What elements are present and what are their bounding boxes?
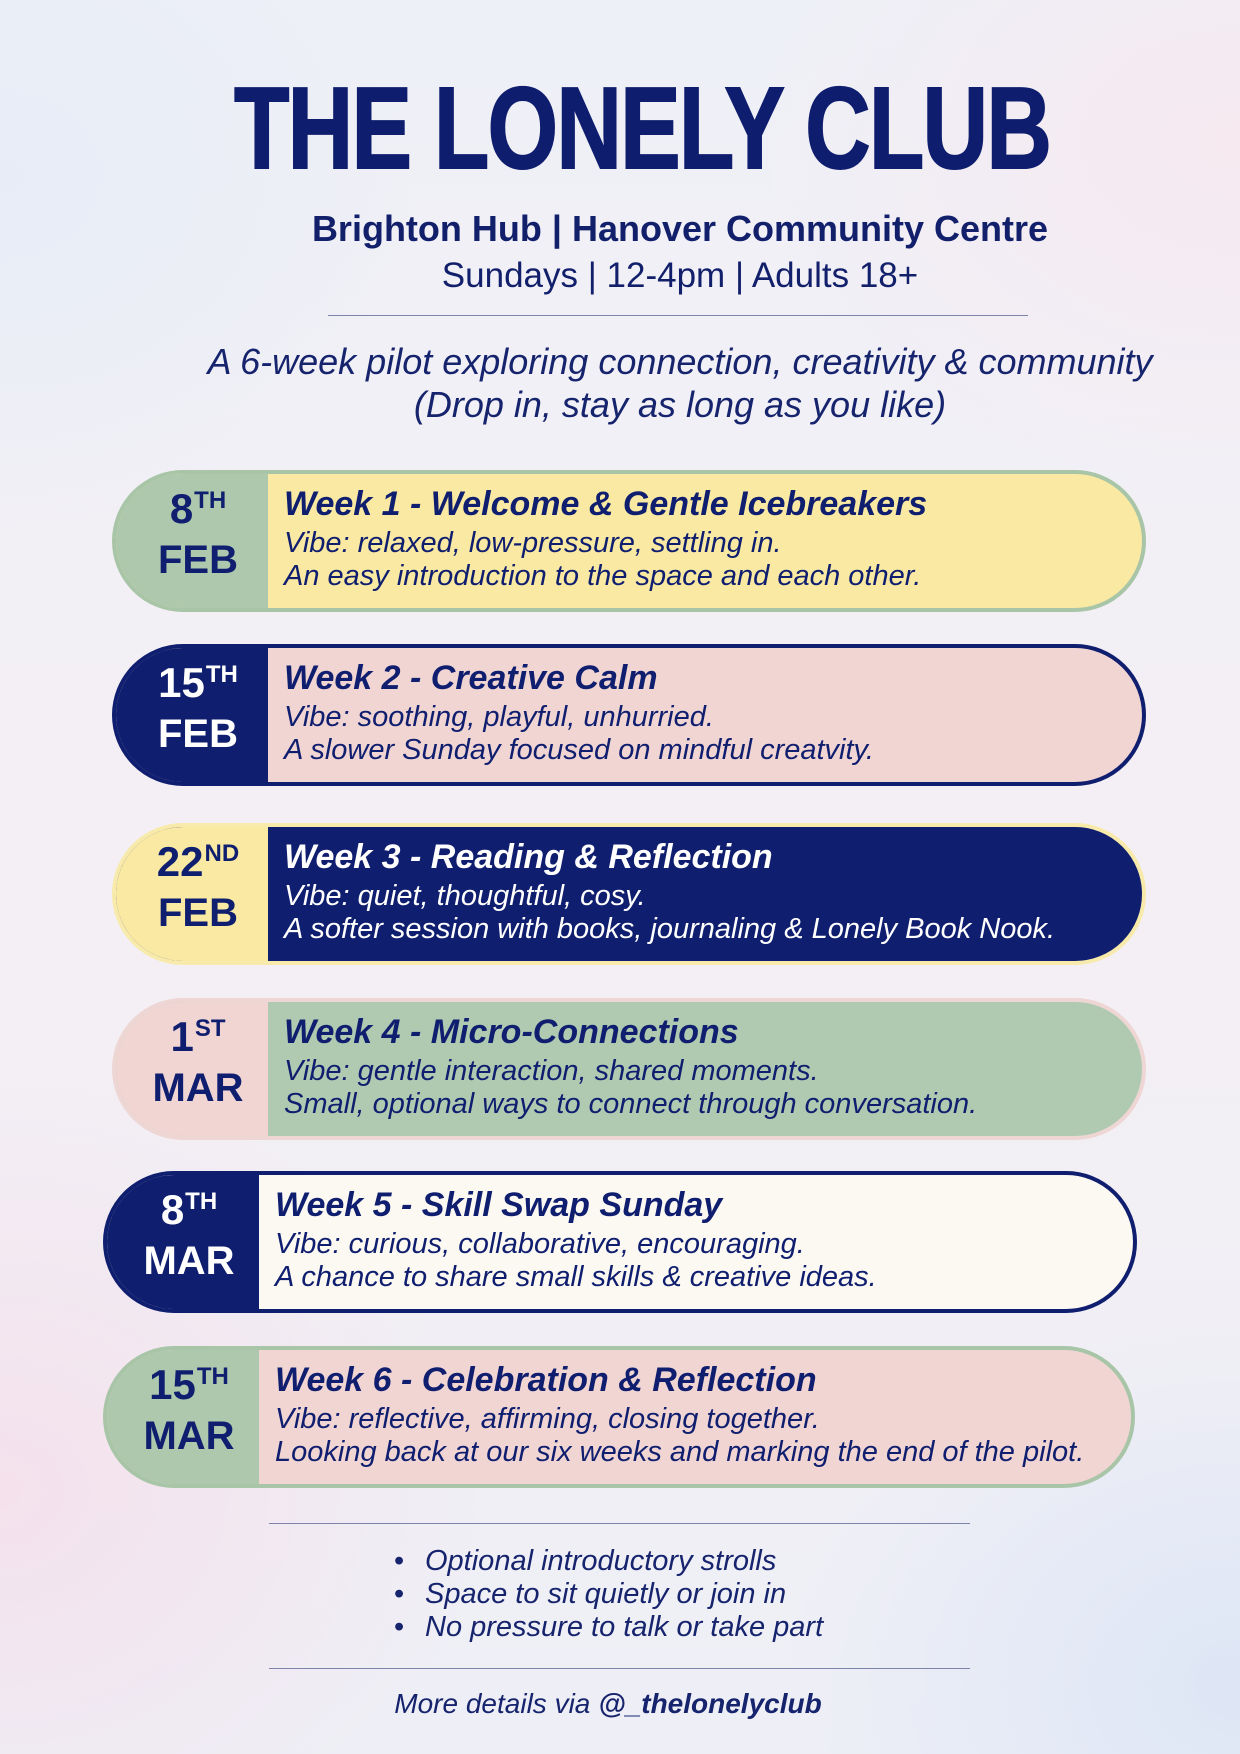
footer-text — [0, 1687, 1216, 1721]
week-vibe: Vibe: relaxed, low-pressure, settling in. — [284, 526, 782, 559]
week-title: Week 1 - Welcome & Gentle Icebreakers — [284, 484, 928, 523]
week-title: Week 2 - Creative Calm — [284, 658, 658, 697]
divider — [328, 315, 1028, 316]
date-month: MAR — [152, 1065, 244, 1110]
venue-line: Brighton Hub | Hanover Community Centre — [311, 208, 1049, 249]
divider — [269, 1668, 970, 1669]
date-month: FEB — [158, 537, 238, 582]
week-card-6 — [103, 1346, 1135, 1488]
note-text: No pressure to talk or take part — [425, 1611, 824, 1643]
schedule-line: Sundays | 12-4pm | Adults 18+ — [441, 256, 919, 295]
date-badge — [116, 1002, 268, 1136]
week-title: Week 6 - Celebration & Reflection — [275, 1360, 817, 1399]
date-number: 8 — [169, 484, 194, 532]
date-month: FEB — [158, 890, 238, 935]
week-vibe: Vibe: soothing, playful, unhurried. — [284, 700, 714, 733]
notes-list — [394, 1545, 823, 1644]
bullet-icon: • — [394, 1545, 405, 1577]
date-badge — [116, 827, 268, 961]
date-badge — [116, 648, 268, 782]
date-month: MAR — [143, 1413, 235, 1458]
week-description: A slower Sunday focused on mindful creatvity. — [284, 733, 874, 766]
date-suffix: TH — [196, 1362, 229, 1390]
intro-line: A 6-week pilot exploring connection, creativity & community — [207, 341, 1153, 382]
week-details — [259, 1350, 1131, 1484]
date-number: 22 — [156, 837, 204, 885]
intro-line: (Drop in, stay as long as you like) — [413, 384, 947, 425]
date-day — [149, 1360, 229, 1414]
week-card-2 — [112, 644, 1146, 786]
week-description: A chance to share small skills & creative ideas. — [275, 1260, 877, 1293]
week-description: Looking back at our six weeks and marking the end of the pilot. — [275, 1435, 1085, 1468]
date-number: 15 — [158, 658, 205, 706]
footer-prefix: More details via — [394, 1688, 591, 1719]
note-item — [394, 1611, 823, 1644]
date-day — [156, 837, 240, 891]
date-number: 15 — [149, 1360, 196, 1408]
week-details — [268, 1002, 1142, 1136]
week-description: Small, optional ways to connect through conversation. — [284, 1087, 978, 1120]
social-handle: @_thelonelyclub — [598, 1688, 822, 1719]
bullet-icon: • — [394, 1578, 405, 1610]
date-suffix: ST — [194, 1014, 226, 1042]
week-vibe: Vibe: quiet, thoughtful, cosy. — [284, 879, 646, 912]
date-suffix: ND — [204, 839, 240, 867]
note-item — [394, 1578, 823, 1611]
date-day — [170, 1012, 226, 1066]
date-day — [169, 484, 227, 538]
week-card-4 — [112, 998, 1146, 1140]
week-description: A softer session with books, journaling & Lonely Book Nook. — [284, 912, 1056, 945]
date-day — [160, 1185, 218, 1239]
bullet-icon: • — [394, 1611, 405, 1643]
title-wrapper — [44, 63, 1240, 193]
week-vibe: Vibe: curious, collaborative, encouraging. — [275, 1227, 805, 1260]
week-details — [268, 474, 1142, 608]
date-badge — [107, 1350, 259, 1484]
intro-text — [120, 340, 1240, 426]
week-details — [259, 1175, 1133, 1309]
date-badge — [107, 1175, 259, 1309]
note-text: Space to sit quietly or join in — [425, 1578, 787, 1610]
date-number: 1 — [170, 1012, 194, 1060]
week-title: Week 3 - Reading & Reflection — [284, 837, 773, 876]
date-suffix: TH — [194, 486, 227, 514]
date-month: MAR — [143, 1238, 235, 1283]
date-badge — [116, 474, 268, 608]
week-card-5 — [103, 1171, 1137, 1313]
poster-title: THE LONELY CLUB — [233, 63, 1051, 193]
date-number: 8 — [160, 1185, 185, 1233]
date-suffix: TH — [205, 660, 238, 688]
date-month: FEB — [158, 711, 238, 756]
week-vibe: Vibe: gentle interaction, shared moments. — [284, 1054, 819, 1087]
week-details — [268, 827, 1142, 961]
week-title: Week 5 - Skill Swap Sunday — [275, 1185, 723, 1224]
date-suffix: TH — [185, 1187, 218, 1215]
week-card-3 — [112, 823, 1146, 965]
week-description: An easy introduction to the space and each other. — [284, 559, 922, 592]
week-title: Week 4 - Micro-Connections — [284, 1012, 739, 1051]
date-day — [158, 658, 238, 712]
note-item — [394, 1545, 823, 1578]
note-text: Optional introductory strolls — [425, 1545, 777, 1577]
divider — [269, 1523, 970, 1524]
week-details — [268, 648, 1142, 782]
week-card-1 — [112, 470, 1146, 612]
week-vibe: Vibe: reflective, affirming, closing together. — [275, 1402, 820, 1435]
